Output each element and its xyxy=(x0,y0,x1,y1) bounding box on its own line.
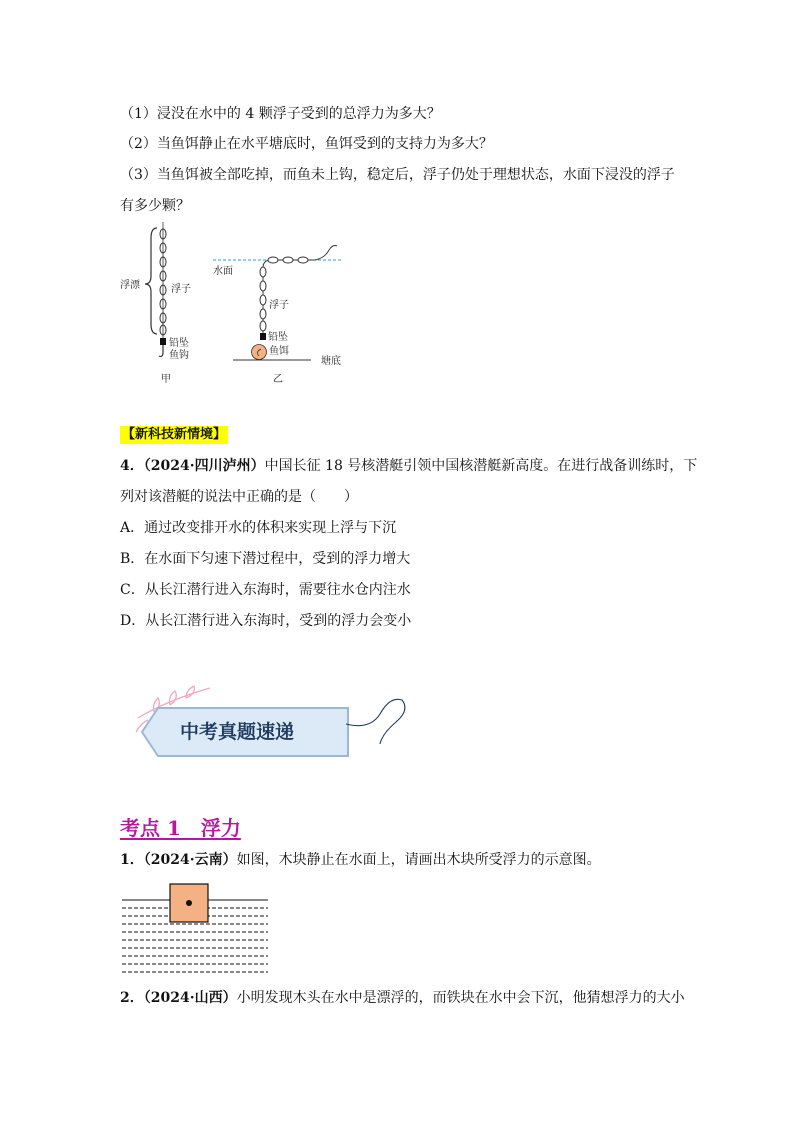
q2-number: 2． xyxy=(120,990,144,1006)
fish-hook xyxy=(159,345,163,357)
q4-stem-line1 xyxy=(120,456,697,476)
fishing-float-figure xyxy=(115,222,355,392)
left-sinker xyxy=(160,338,166,345)
q3-sub3-line1: （3）当鱼饵被全部吃掉，而鱼未上钩，稳定后，浮子仍处于理想状态，水面下浸没的浮子 xyxy=(120,167,675,183)
q3-sub1: （1）浸没在水中的 4 颗浮子受到的总浮力为多大？ xyxy=(120,106,441,122)
new-tech-tag: 【新科技新情境】 xyxy=(122,427,227,442)
q1-stem xyxy=(120,850,601,870)
q4-stem-a: 中国长征 18 号核潜艇引领中国核潜艇新高度。在进行战备训练时，下 xyxy=(264,458,698,474)
q2-stem xyxy=(120,988,685,1008)
float-label: 浮漂 xyxy=(120,280,140,291)
left-bead-label: 浮子 xyxy=(171,284,191,295)
q3-sub3-line2: 有多少颗？ xyxy=(120,198,190,214)
q1-text: 如图，木块静止在水面上，请画出木块所受浮力的示意图。 xyxy=(236,852,601,868)
banner-title: 中考真题速递 xyxy=(180,721,295,743)
water-label: 水面 xyxy=(213,266,233,277)
q3-sub2: （2）当鱼饵静止在水平塘底时，鱼饵受到的支持力为多大？ xyxy=(120,136,493,152)
q4-option-b: B．在水面下匀速下潜过程中，受到的浮力增大 xyxy=(120,551,411,567)
kaodian-heading: 考点 1 浮力 xyxy=(120,816,241,840)
float-brace xyxy=(145,228,157,334)
q4-option-d: D．从长江潜行进入东海时，受到的浮力会变小 xyxy=(120,613,412,629)
q4-option-a: A．通过改变排开水的体积来实现上浮与下沉 xyxy=(120,520,397,536)
right-beads xyxy=(260,257,308,331)
right-bead-label: 浮子 xyxy=(269,300,289,311)
q4-source: （2024·四川泸州） xyxy=(143,458,265,474)
banner-swirl xyxy=(346,699,405,744)
q1-number: 1． xyxy=(120,852,144,868)
q4-option-c: C．从长江潜行进入东海时，需要往水仓内注水 xyxy=(120,582,411,598)
q2-source: （2024·山西） xyxy=(143,990,237,1006)
section-banner xyxy=(118,678,408,762)
left-sinker-label: 铅坠 xyxy=(169,338,189,349)
q4-stem-line2: 列对该潜艇的说法中正确的是（ ） xyxy=(120,489,358,505)
bottom-label: 塘底 xyxy=(321,356,341,367)
floating-block-figure xyxy=(120,882,270,974)
bait-label: 鱼饵 xyxy=(269,346,289,357)
caption-jia: 甲 xyxy=(161,374,171,385)
hook-label: 鱼钩 xyxy=(169,350,189,361)
caption-yi: 乙 xyxy=(273,374,283,385)
q4-number: 4． xyxy=(120,458,144,474)
q1-source: （2024·云南） xyxy=(143,852,237,868)
right-sinker-label: 铅坠 xyxy=(268,332,288,343)
fish-bait xyxy=(252,345,267,360)
q2-text: 小明发现木头在水中是漂浮的，而铁块在水中会下沉，他猜想浮力的大小 xyxy=(236,990,685,1006)
block-center-dot xyxy=(186,900,192,906)
right-sinker xyxy=(260,333,266,340)
